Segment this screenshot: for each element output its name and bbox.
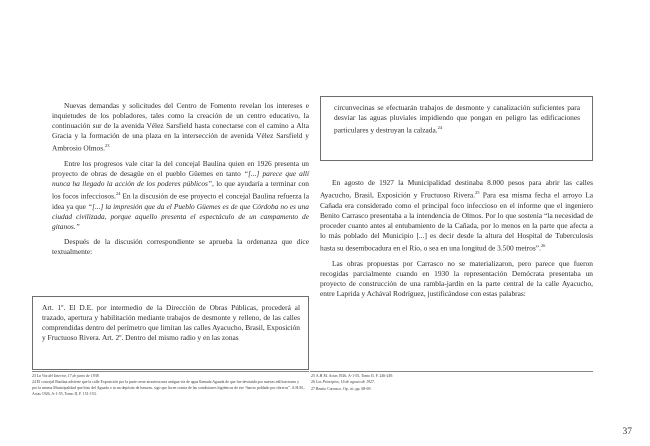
footnote-ref: 24 bbox=[437, 125, 443, 131]
footnote-ref: 26 bbox=[540, 243, 546, 249]
footnotes-left bbox=[32, 374, 305, 398]
footnote-ref: 25 bbox=[475, 190, 480, 196]
footnote-23: 23 La Voz del Interior, 17 de junio de 1938. bbox=[32, 374, 100, 378]
quote-gitanos: “[...] la impresión que da el Pueblo Güemes es de que Córdoba no es una ciudad civilizada, porque aquello presenta el espectáculo de un campamento de gitanos.” bbox=[52, 201, 310, 231]
paragraph-agosto-1927: En agosto de 1927 la Municipalidad destinaba 8.000 pesos para abrir las calles Ayacucho, Brasil, Exposición y Fructuoso Rivera.$^{25}$ Para esa misma fecha el arroyo La Cañada era considerado como el principal foco infeccioso en el informe que el ingeniero Benito Carrasco presentaba a la intendencia de Olmos. Por lo que sostenía “la necesidad de proceder cuanto antes al entubamiento de la Cañada, por lo menos en la parte que afecta a lo más poblado del Municipio [...] es decir desde la altura del Hospital de Tuberculosis hasta su desembocadura en el Río, o sea en una longitud de 3.500 metros”.$^{26}$ bbox=[320, 178, 594, 253]
paragraph-centro-de-fomento: Nuevas demandas y solicitudes del Centro de Fomento revelan los intereses e inquietudes de los pobladores, tales como la creación de un centro educativo, la continuación sur de la avenida Vélez Sarsfield hasta conectarse con el camino a Alta Gracia y la formación de una plaza en la intersección de avenida Vélez Sarsfield y Ambrosio Olmos.$^{23}$ bbox=[52, 101, 309, 153]
footnote-ref: 23 bbox=[104, 143, 110, 149]
footnote-25: 25 A.H.M. Actas 1926, A-1-55, Tomo II, F. 246-249. bbox=[311, 374, 394, 378]
footnote-ref: 24 bbox=[115, 191, 121, 197]
ordinance-quote-box: Art. 1º. El D.E. por intermedio de la Dirección de Obras Públicas, procederá al trazado, apertura y habilitación mediante trabajos de desmonte y relleno, de las calles comprendidas dentro del perímetro que limitan las calles Ayacucho, Brasil, Exposición y Fructuoso Rivera. Art. 2º. Dentro del mismo radio y en las zonas bbox=[32, 296, 309, 370]
page-number: 37 bbox=[622, 427, 632, 437]
paragraph-ordenanza-intro: Después de la discusión correspondiente se aprueba la ordenanza que dice textualmente: bbox=[52, 237, 309, 257]
paragraph-baulina: Entre los progresos vale citar la del concejal Baulina quien en 1926 presenta un proyecto de obras de desagüe en el pueblo Güemes en tanto “[...] parece que allí nunca ha llegado la acción de los poderes públicos”, lo que ayudaría a terminar con los focos infecciosos.$^{24}$ En la discusión de ese proyecto el concejal Baulina refuerza la idea ya que “[...] la impresión que da el Pueblo Güemes es de que Córdoba no es una ciudad civilizada, porque aquello presenta el espectáculo de un campamento de gitanos.” bbox=[52, 158, 310, 231]
right-column bbox=[320, 178, 593, 299]
paragraph-obras-carrasco: Las obras propuestas por Carrasco no se materializaron, pero parece que fueron recogidas parcialmente cuando en 1930 la representación Demócrata presentaba un proyecto de construcción de una rambla-jardín en la parte central de la calle Ayacucho, entre Laprida y Achával Rodríguez, justificándose con estas palabras: bbox=[320, 258, 593, 298]
footnote-27: 27 Benito Carrasco. Op. cit. pp. 68-69. bbox=[311, 386, 372, 391]
ordinance-continuation-box: circunvecinas se efectuarán trabajos de desmonte y canalización suficientes para desviar las aguas pluviales impidiendo que pongan en peligro las edificaciones particulares y destruyan la calzada.$^{24}$ bbox=[320, 96, 593, 161]
left-column bbox=[52, 101, 309, 257]
footnote-24: 24 El concejal Baulina advierte que la calle Exposición por la parte oeste atraviesa una antigua vía de agua llamada Aguada de que fue destruida por nuevas edificaciones y por la misma Municipalidad que hizo del Aguada o tu un depósito de basuras, sigo que ha en contra de las condiciones higiénicas de ese “barrio poblado por obreros”. A.H.M., Actas 1926, A-1-55, Tomo II, F. 151-153. bbox=[32, 380, 305, 396]
footnotes-right bbox=[311, 374, 591, 393]
quote-poderes-publicos: “[...] parece que allí nunca ha llegado la acción de los poderes públicos” bbox=[52, 169, 309, 189]
footnote-divider-right bbox=[310, 371, 593, 372]
footnote-divider-left bbox=[32, 371, 309, 372]
footnote-26: 26 Los Principios, 16 de agosto de 1927. bbox=[311, 380, 375, 385]
